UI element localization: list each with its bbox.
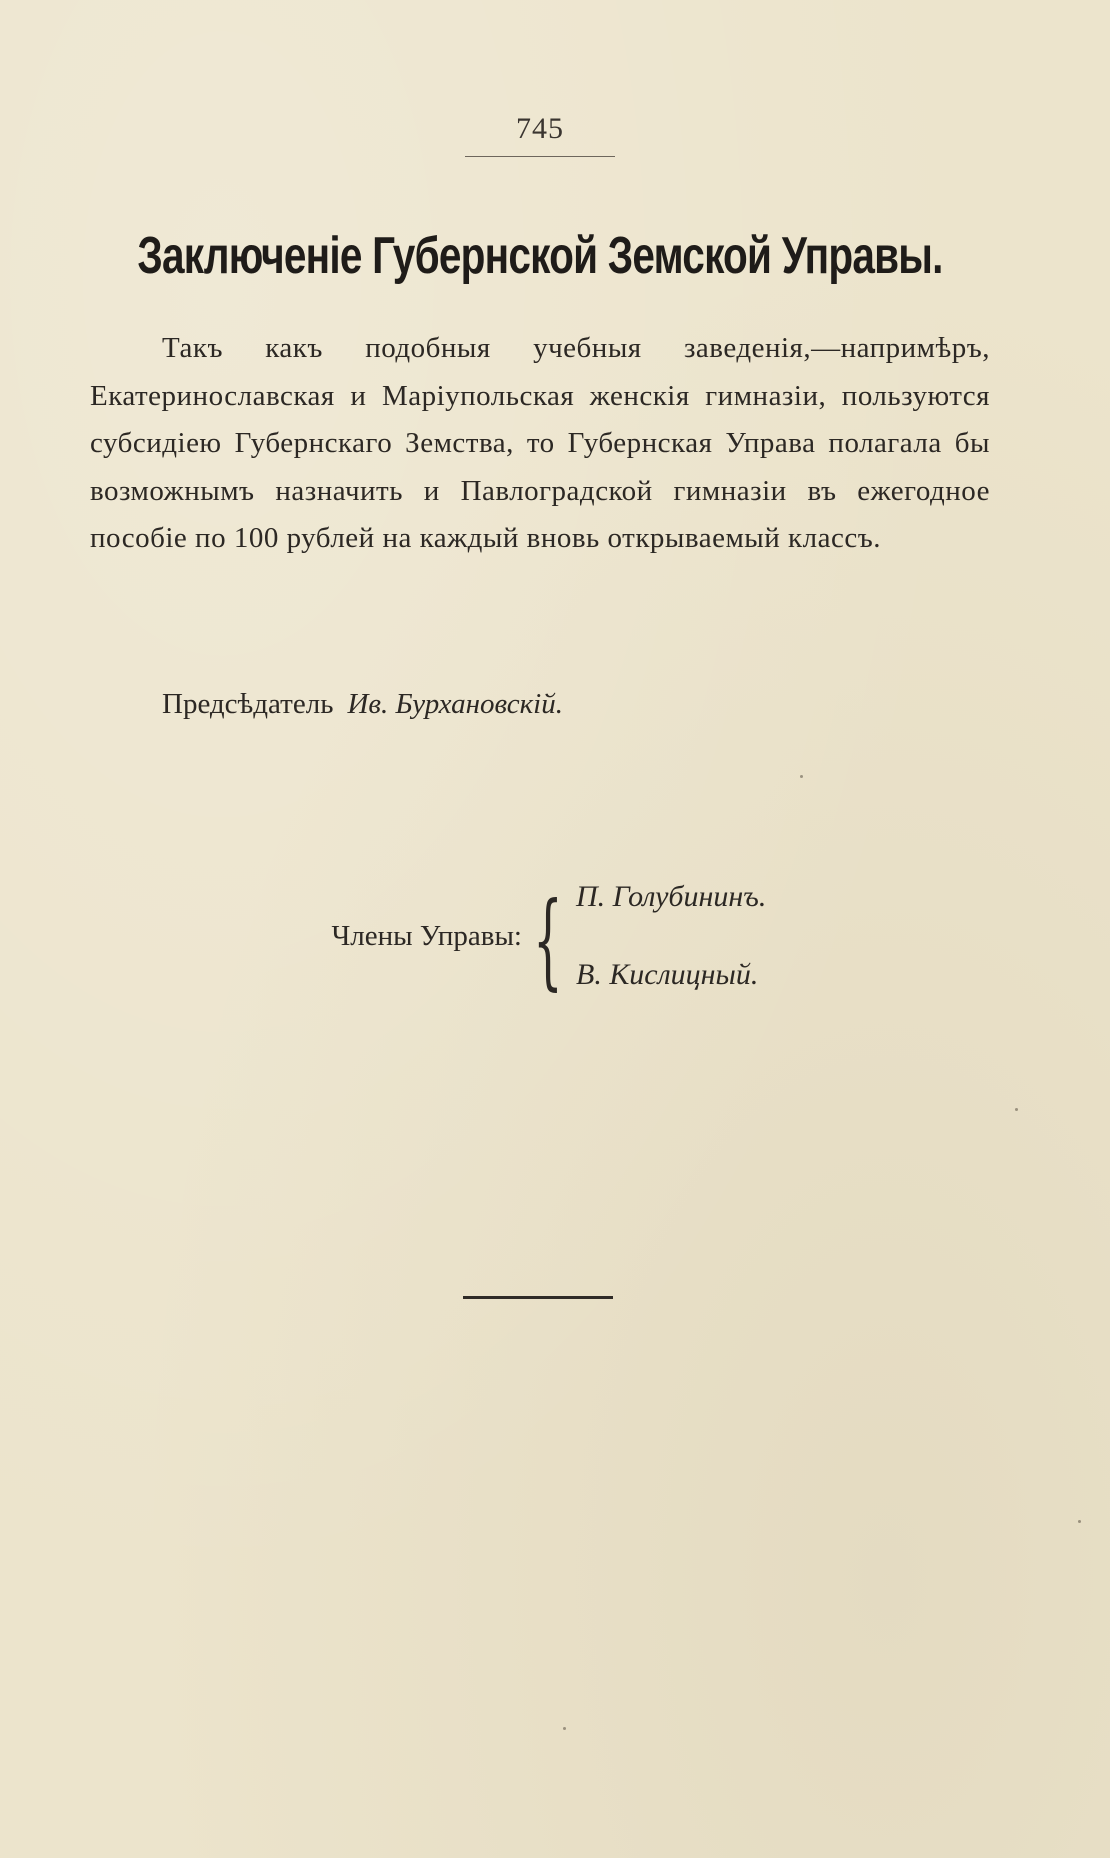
paper-speck xyxy=(563,1727,566,1730)
section-heading: Заключеніе Губернской Земской Управы. xyxy=(137,227,943,285)
end-rule xyxy=(463,1296,613,1299)
member-name: В. Кислицный. xyxy=(576,958,759,991)
chairman-name: Ив. Бурхановскій. xyxy=(347,688,563,720)
members-label: Члены Управы: xyxy=(331,920,522,952)
body-paragraph: Такъ какъ подобныя учебныя заведенія,—напримѣръ, Екатеринославская и Маріупольская женскія гимназіи, пользуются субсидіею Губернскаго Земства, то Губернская Управа полагала бы возможнымъ назначить и Павлоградской гимназіи въ ежегодное пособіе по 100 рублей на каждый вновь открываемый классъ. xyxy=(90,332,990,554)
members-block xyxy=(0,880,1110,1000)
paper-speck xyxy=(1015,1108,1018,1111)
chairman-signature xyxy=(162,688,563,721)
page-number: 745 xyxy=(516,112,564,145)
paper-speck xyxy=(1078,1520,1081,1523)
members-brace: { xyxy=(533,879,563,1001)
page-number-rule xyxy=(465,156,615,157)
chairman-title: Предсѣдатель xyxy=(162,688,334,720)
paper-speck xyxy=(800,775,803,778)
member-name: П. Голубининъ. xyxy=(576,880,767,913)
